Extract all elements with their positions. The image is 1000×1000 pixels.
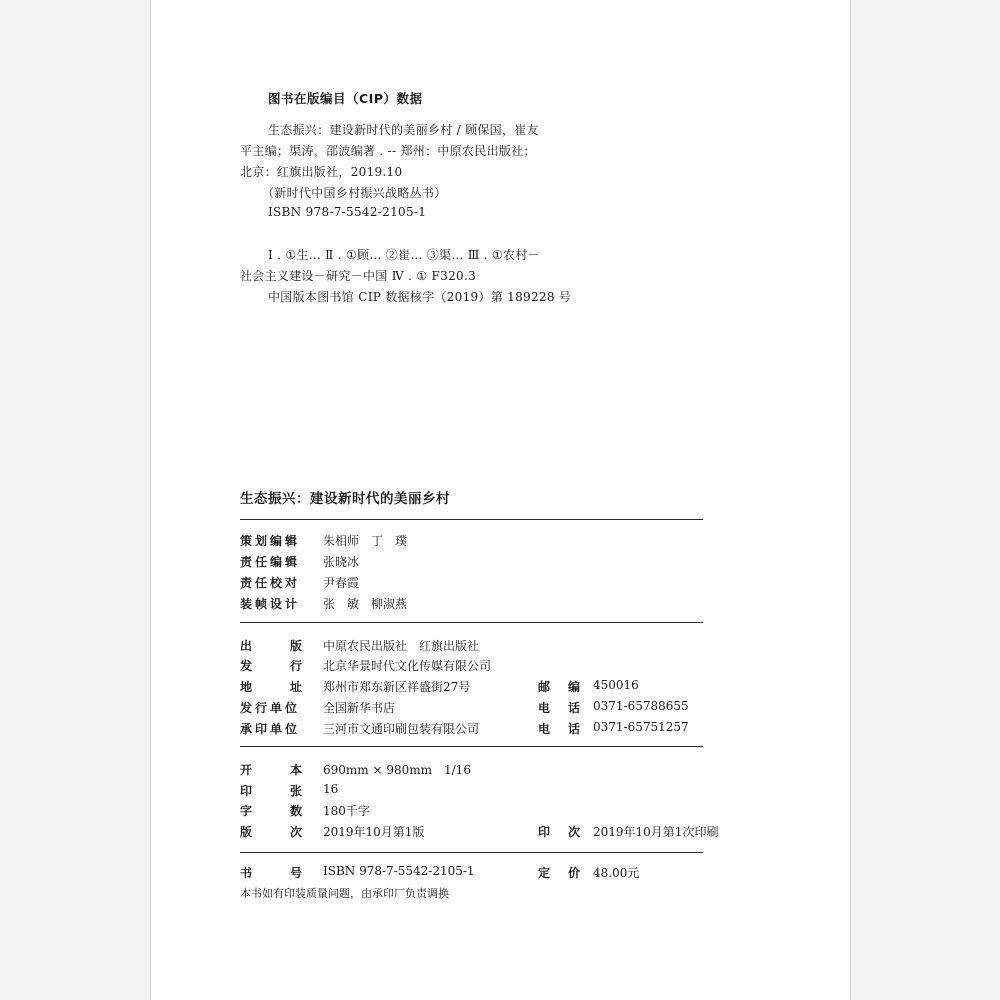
cip-heading: 图书在版编目（CIP）数据 — [268, 91, 423, 106]
spec-label: 开本 — [240, 763, 302, 777]
phone-label: 电话 — [538, 701, 580, 715]
cip-line: 北京：红旗出版社，2019.10 — [240, 165, 403, 179]
cip-line: 社会主义建设－研究－中国 Ⅳ . ① F320.3 — [240, 269, 476, 283]
publisher-label: 出版 — [240, 639, 302, 653]
divider — [240, 622, 703, 623]
publisher-value: 全国新华书店 — [323, 701, 396, 715]
postcode-label: 邮编 — [538, 680, 580, 694]
publisher-row — [240, 720, 480, 737]
publisher-label: 地址 — [240, 680, 302, 694]
publisher-row — [240, 657, 492, 674]
publisher-row — [240, 699, 396, 716]
cip-line: 生态振兴：建设新时代的美丽乡村 / 顾保国，崔友 — [268, 123, 539, 137]
editor-row — [240, 595, 408, 612]
editor-label: 策划编辑 — [240, 534, 301, 548]
price-value: 48.00元 — [593, 866, 640, 880]
postcode-value: 450016 — [593, 678, 639, 692]
divider — [240, 519, 703, 520]
spec-row — [240, 823, 425, 840]
publisher-value: 郑州市郑东新区祥盛街27号 — [323, 680, 471, 694]
publisher-label: 发行 — [240, 659, 302, 673]
price-label: 定价 — [538, 866, 580, 880]
divider — [240, 852, 703, 853]
isbn-row — [240, 864, 475, 881]
phone-value: 0371-65751257 — [593, 720, 689, 734]
editor-label: 装帧设计 — [240, 597, 301, 611]
editor-row — [240, 553, 360, 570]
spec-row — [240, 761, 471, 778]
cip-line: （新时代中国乡村振兴战略丛书） — [262, 186, 447, 200]
cip-line: 中国版本图书馆 CIP 数据核字（2019）第 189228 号 — [268, 290, 572, 304]
spec-label: 印张 — [240, 784, 302, 798]
spec-value: 16 — [323, 782, 339, 796]
divider — [240, 746, 703, 747]
isbn-value: ISBN 978-7-5542-2105-1 — [323, 864, 475, 878]
printing-value: 2019年10月第1次印刷 — [593, 825, 719, 839]
editor-label: 责任校对 — [240, 576, 301, 590]
editor-value: 张晓冰 — [323, 555, 360, 569]
phone-value: 0371-65788655 — [593, 699, 689, 713]
publisher-value: 北京华景时代文化传媒有限公司 — [323, 659, 492, 673]
publisher-row — [240, 678, 471, 695]
spec-row — [240, 802, 370, 819]
publisher-row — [240, 637, 480, 654]
spec-row — [240, 782, 339, 799]
editor-row — [240, 574, 360, 591]
publisher-value: 中原农民出版社 红旗出版社 — [323, 639, 480, 653]
editor-value: 朱相师 丁 璞 — [323, 534, 408, 548]
printing-label: 印次 — [538, 825, 580, 839]
spec-label: 版次 — [240, 825, 302, 839]
spec-value: 690mm × 980mm 1/16 — [323, 763, 471, 777]
publisher-label: 承印单位 — [240, 722, 301, 736]
editor-label: 责任编辑 — [240, 555, 301, 569]
editor-row — [240, 532, 408, 549]
cip-line: Ⅰ . ①生… Ⅱ . ①顾… ②崔… ③渠… Ⅲ . ①农村－ — [268, 248, 540, 262]
cip-line: 平主编；渠涛，邵波编著 . -- 郑州：中原农民出版社； — [240, 144, 536, 158]
isbn-label: 书号 — [240, 866, 302, 880]
publisher-value: 三河市文通印刷包装有限公司 — [323, 722, 480, 736]
editor-value: 尹春霞 — [323, 576, 360, 590]
spec-value: 2019年10月第1版 — [323, 825, 425, 839]
quality-note: 本书如有印装质量问题，由承印厂负责调换 — [240, 887, 449, 900]
publisher-label: 发行单位 — [240, 701, 301, 715]
book-title: 生态振兴：建设新时代的美丽乡村 — [240, 491, 450, 507]
phone-label: 电话 — [538, 722, 580, 736]
spec-value: 180千字 — [323, 804, 370, 818]
spec-label: 字数 — [240, 804, 302, 818]
cip-line: ISBN 978-7-5542-2105-1 — [268, 205, 427, 219]
editor-value: 张 敏 柳淑燕 — [323, 597, 408, 611]
